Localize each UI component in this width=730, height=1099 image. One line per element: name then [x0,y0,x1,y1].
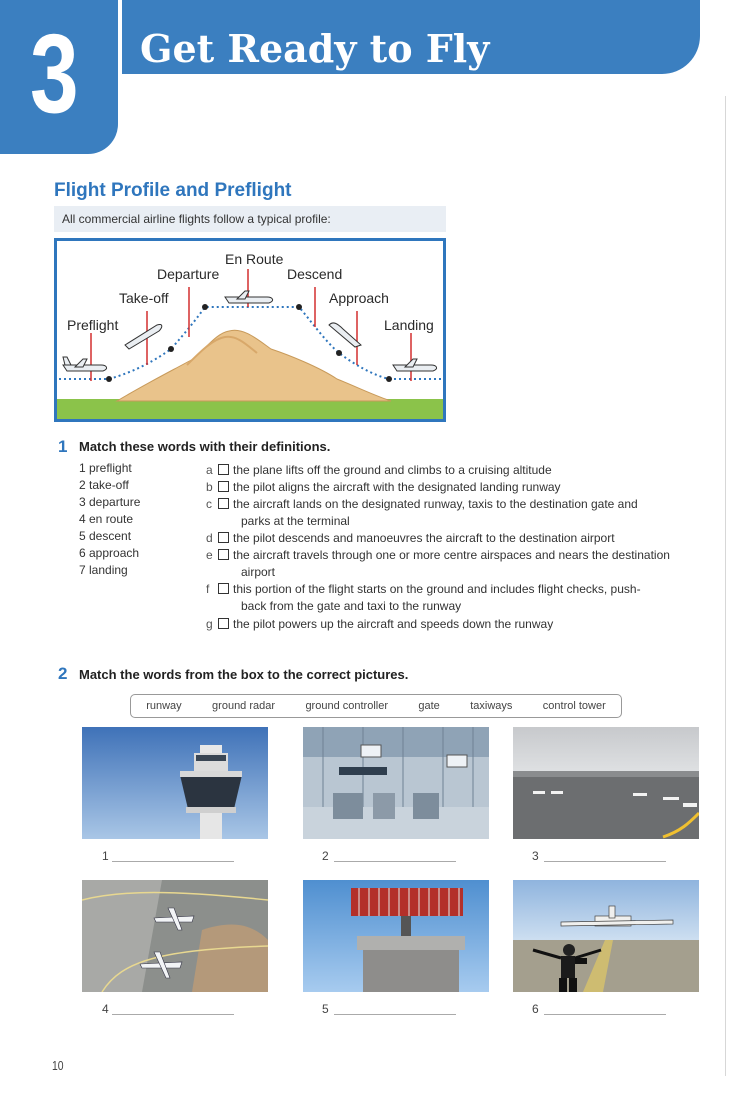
diagram-label-landing: Landing [384,317,434,333]
definition-letter: c [206,497,212,511]
photo-ground-radar [303,880,489,992]
answer-checkbox-e[interactable] [218,549,229,560]
exercise-2-number: 2 [58,664,68,683]
word-box [130,694,622,718]
answer-checkbox-g[interactable] [218,618,229,629]
unit-title: Get Ready to Fly [140,26,490,71]
answer-line-6[interactable] [544,1014,666,1015]
diagram-label-takeoff: Take-off [119,290,169,306]
intro-text: All commercial airline flights follow a typical profile: [54,206,446,232]
answer-checkbox-d[interactable] [218,532,229,543]
definition-text: the pilot aligns the aircraft with the designated landing runway [233,480,561,494]
diagram-label-en-route: En Route [225,251,284,267]
exercise-1-instruction: Match these words with their definitions. [79,439,331,454]
word-box-item: ground radar [212,700,276,712]
exercise-1-number: 1 [58,437,68,456]
answer-line-5[interactable] [334,1014,456,1015]
answer-line-3[interactable] [544,861,666,862]
answer-line-2[interactable] [334,861,456,862]
picture-number: 1 [102,849,109,863]
picture-number: 5 [322,1002,329,1016]
answer-checkbox-f[interactable] [218,583,229,594]
list-item: 7 landing [79,563,128,577]
definition-a [206,462,552,479]
picture-number: 6 [532,1002,539,1016]
page-number: 10 [52,1058,64,1073]
list-item: 5 descent [79,529,132,543]
picture-number: 3 [532,849,539,863]
definition-letter: g [206,617,213,631]
definition-d [206,530,615,547]
definition-text: the aircraft travels through one or more centre airspaces and nears the destination [233,548,670,562]
exercise-2-instruction: Match the words from the box to the correct pictures. [79,667,409,682]
definition-b [206,479,561,496]
list-item: 1 preflight [79,461,132,475]
definition-letter: a [206,463,213,477]
photo-runway [513,727,699,839]
diagram-label-descend: Descend [287,266,343,282]
page-edge-rule [725,96,726,1076]
definition-text-cont: parks at the terminal [241,514,350,528]
definition-g [206,616,553,633]
diagram-label-approach: Approach [329,290,389,306]
picture-number: 4 [102,1002,109,1016]
answer-checkbox-a[interactable] [218,464,229,475]
list-item: 6 approach [79,546,140,560]
word-box-item: control tower [542,700,606,712]
section-title: Flight Profile and Preflight [54,180,292,201]
header-divider [118,0,122,74]
definition-text-cont: back from the gate and taxi to the runway [241,599,462,613]
list-item: 2 take-off [79,478,129,492]
diagram-label-preflight: Preflight [67,317,119,333]
definition-letter: e [206,548,213,562]
definition-f [206,581,641,615]
word-box-item: taxiways [470,700,513,712]
definition-letter: f [206,582,210,596]
answer-line-1[interactable] [112,861,234,862]
answer-checkbox-b[interactable] [218,481,229,492]
definition-text: the aircraft lands on the designated runway, taxis to the destination gate and [233,497,638,511]
definition-c [206,496,638,530]
definition-e [206,547,670,581]
flight-profile-diagram [54,238,446,422]
definition-text-cont: airport [241,565,276,579]
definition-letter: b [206,480,213,494]
word-box-item: runway [146,700,182,712]
definition-text: this portion of the flight starts on the ground and includes flight checks, push- [233,582,641,596]
unit-number: 3 [30,11,76,136]
definition-text: the pilot powers up the aircraft and speeds down the runway [233,617,554,631]
photo-gate [303,727,489,839]
diagram-label-departure: Departure [157,266,220,282]
exercise-1-word-list [79,460,140,579]
answer-line-4[interactable] [112,1014,234,1015]
word-box-item: gate [418,700,440,712]
definition-letter: d [206,531,213,545]
picture-number: 2 [322,849,329,863]
word-box-item: ground controller [305,700,388,712]
answer-checkbox-c[interactable] [218,498,229,509]
photo-ground-controller [513,880,699,992]
list-item: 4 en route [79,512,134,526]
photo-taxiways [82,880,268,992]
list-item: 3 departure [79,495,141,509]
definition-text: the plane lifts off the ground and climbs to a cruising altitude [233,463,552,477]
photo-control-tower [82,727,268,839]
definition-text: the pilot descends and manoeuvres the aircraft to the destination airport [233,531,615,545]
